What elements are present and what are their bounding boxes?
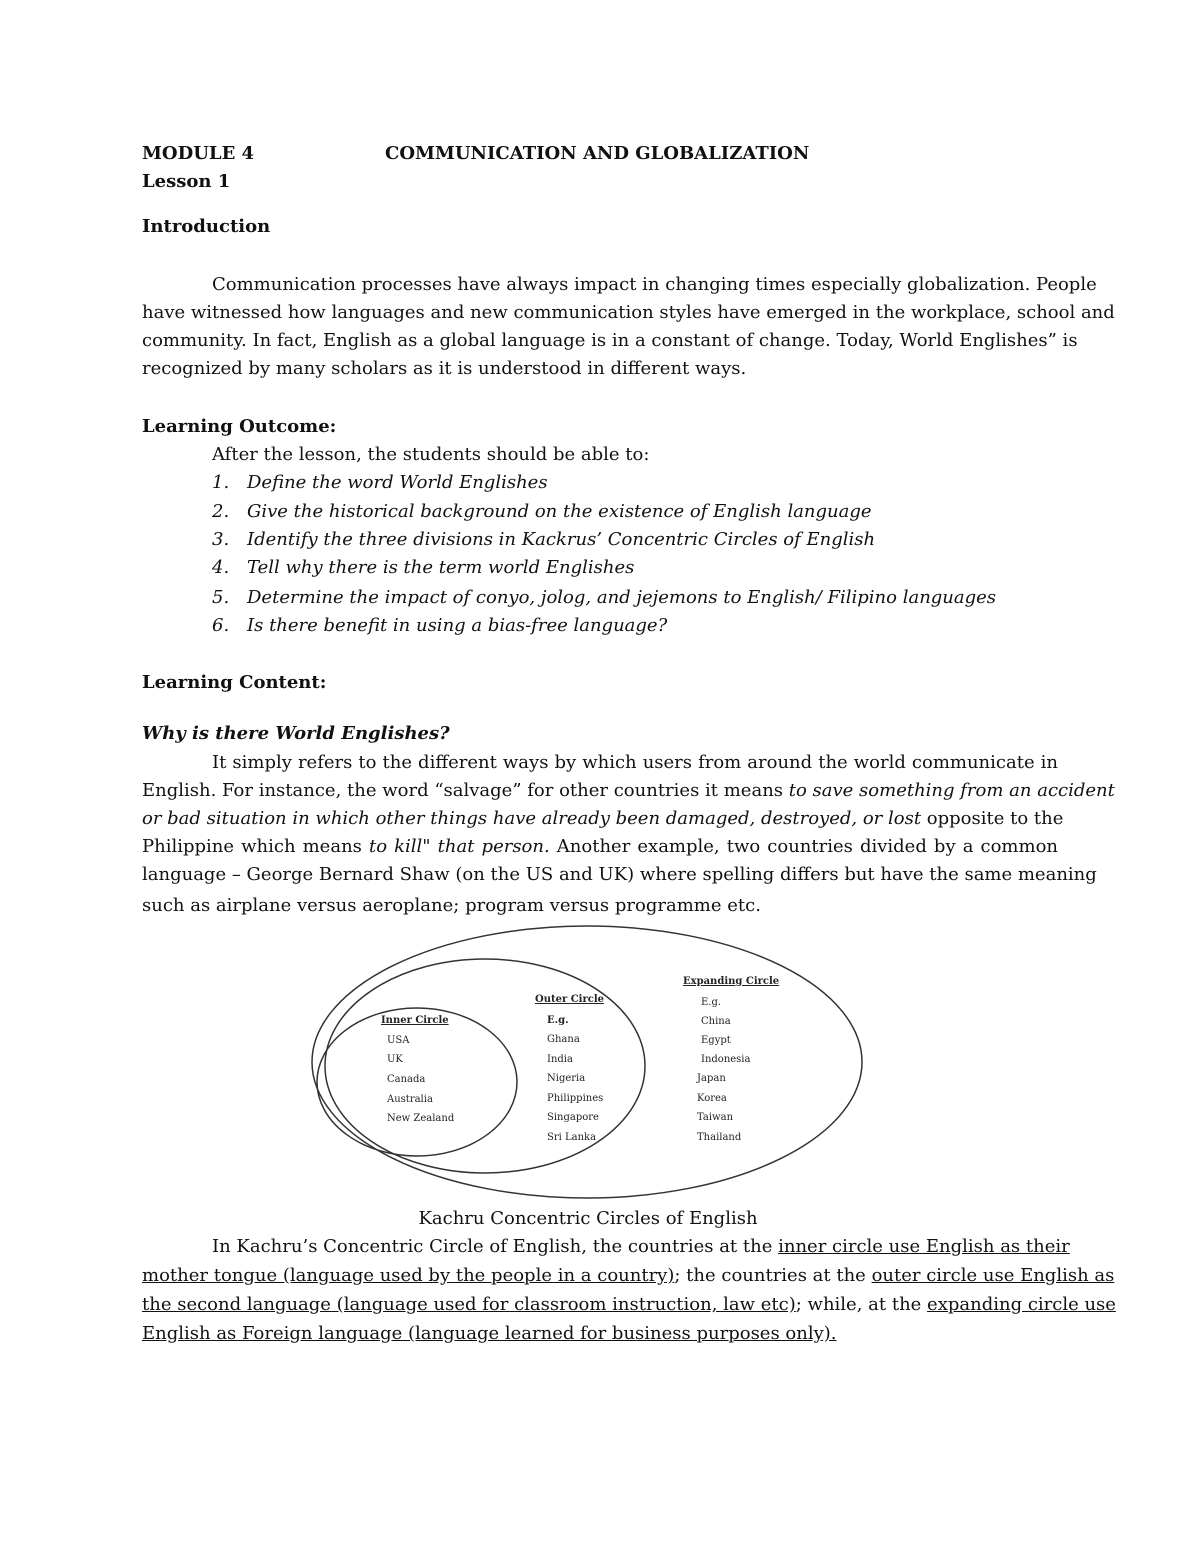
module-label: MODULE 4 <box>142 143 255 164</box>
kachru-paragraph-line: the second language (language used for classroom instruction, law etc); while, at the expanding circle use <box>142 1294 1116 1315</box>
diagram-caption: Kachru Concentric Circles of English <box>418 1208 758 1229</box>
content-heading: Learning Content: <box>142 672 327 693</box>
outcome-item: 5. Determine the impact of conyo, jolog, and jejemons to English/ Filipino languages <box>212 587 997 608</box>
kachru-paragraph-line: In Kachru’s Concentric Circle of English, the countries at the inner circle use English as their <box>212 1236 1070 1257</box>
inner-circle-item: New Zealand <box>387 1113 455 1124</box>
outer-circle-item: Sri Lanka <box>547 1132 597 1143</box>
inner-circle-item: USA <box>387 1035 410 1046</box>
outcome-item: 3. Identify the three divisions in Kackrus’ Concentric Circles of English <box>212 529 876 550</box>
outer-circle-item: Singapore <box>547 1112 599 1123</box>
expanding-circle-item: Taiwan <box>697 1112 734 1123</box>
outer-circle-item: India <box>547 1054 573 1065</box>
outer-circle-title: Outer Circle <box>535 994 604 1005</box>
outcome-item: 6. Is there benefit in using a bias-free language? <box>212 615 668 636</box>
intro-line-3: community. In fact, English as a global language is in a constant of change. Today, World Englishes” is <box>142 330 1078 351</box>
expanding-circle-item: Korea <box>697 1093 727 1104</box>
outer-circle-item: Philippines <box>547 1093 604 1104</box>
expanding-circle-title: Expanding Circle <box>683 976 780 987</box>
content-paragraph-line: Philippine which means to kill" that person. Another example, two countries divided by a common <box>142 836 1059 857</box>
outer-circle-item: Nigeria <box>547 1073 586 1084</box>
expanding-circle-eg: E.g. <box>701 997 722 1008</box>
content-paragraph-line: or bad situation in which other things have already been damaged, destroyed, or lost opposite to the <box>142 808 1064 829</box>
outer-circle-ellipse <box>325 959 645 1173</box>
outer-circle-eg: E.g. <box>547 1015 569 1026</box>
expanding-circle-item: Egypt <box>701 1035 731 1046</box>
inner-circle-item: Australia <box>387 1094 433 1105</box>
inner-circle-item: UK <box>387 1054 403 1065</box>
outcome-item: 2. Give the historical background on the existence of English language <box>212 501 872 522</box>
lesson-label: Lesson 1 <box>142 171 231 192</box>
expanding-circle-item: Indonesia <box>701 1054 751 1065</box>
content-paragraph-line: It simply refers to the different ways by which users from around the world communicate in <box>212 752 1058 773</box>
module-title: COMMUNICATION AND GLOBALIZATION <box>385 143 810 164</box>
kachru-paragraph-line: English as Foreign language (language learned for business purposes only). <box>142 1323 837 1344</box>
outcome-lead: After the lesson, the students should be able to: <box>212 444 650 465</box>
inner-circle-item: Canada <box>387 1074 426 1085</box>
concentric-circles-diagram <box>295 922 865 1202</box>
introduction-heading: Introduction <box>142 216 271 237</box>
content-paragraph-line: language – George Bernard Shaw (on the US and UK) where spelling differs but have the same meaning <box>142 864 1097 885</box>
content-paragraph-line: such as airplane versus aeroplane; program versus programme etc. <box>142 895 761 916</box>
intro-line-4: recognized by many scholars as it is understood in different ways. <box>142 358 747 379</box>
intro-line-1: Communication processes have always impact in changing times especially globalization. People <box>212 274 1097 295</box>
outcome-heading: Learning Outcome: <box>142 416 337 437</box>
inner-circle-title: Inner Circle <box>381 1015 449 1026</box>
outcome-item: 4. Tell why there is the term world Englishes <box>212 557 635 578</box>
intro-line-2: have witnessed how languages and new communication styles have emerged in the workplace, school and <box>142 302 1115 323</box>
outer-circle-item: Ghana <box>547 1034 580 1045</box>
outcome-item: 1. Define the word World Englishes <box>212 472 548 493</box>
content-subheading: Why is there World Englishes? <box>142 723 450 744</box>
expanding-circle-item: Japan <box>697 1073 726 1084</box>
expanding-circle-item: China <box>701 1016 731 1027</box>
expanding-circle-item: Thailand <box>697 1132 742 1143</box>
kachru-paragraph-line: mother tongue (language used by the people in a country); the countries at the outer circle use English as <box>142 1265 1115 1286</box>
content-paragraph-line: English. For instance, the word “salvage” for other countries it means to save something from an accident <box>142 780 1115 801</box>
